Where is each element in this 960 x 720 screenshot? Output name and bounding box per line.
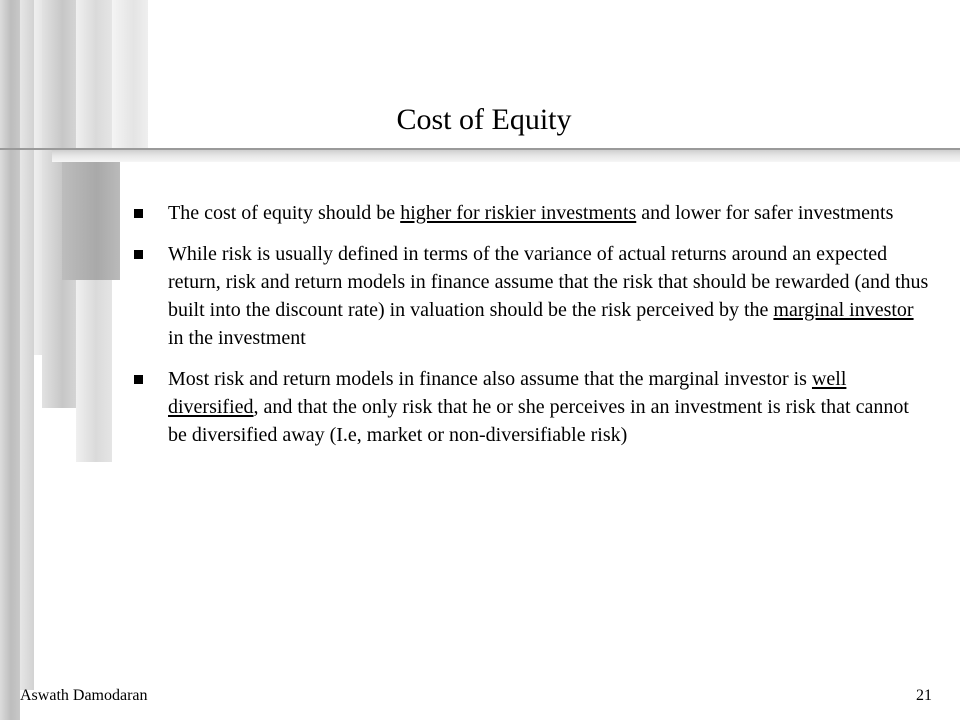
square-bullet-icon bbox=[134, 250, 143, 259]
bullet-text bbox=[168, 368, 909, 446]
bullet-list bbox=[130, 199, 930, 462]
slide-title: Cost of Equity bbox=[396, 103, 572, 136]
bullet-text-part: Most risk and return models in finance also assume that the marginal investor is bbox=[168, 368, 812, 390]
bullet-text-part: While risk is usually defined in terms of the variance of actual returns around an expected return, risk and return models in finance assume that the risk that should be rewarded (and thus built into the discount rate) in valuation should be the risk perceived by the bbox=[168, 243, 929, 321]
bullet-text-part: and lower for safer investments bbox=[636, 202, 894, 224]
bullet-item bbox=[130, 240, 930, 352]
bullet-item bbox=[130, 199, 930, 227]
bullet-text bbox=[168, 202, 893, 224]
bullet-text-part: , and that the only risk that he or she perceives in an investment is risk that cannot be diversified away (I.e, market or non-diversifiable risk) bbox=[168, 396, 909, 446]
bullet-text-part: in the investment bbox=[168, 327, 306, 349]
underlined-phrase: higher for riskier investments bbox=[400, 202, 637, 224]
underlined-phrase: marginal investor bbox=[773, 299, 914, 321]
bullet-text-part: The cost of equity should be bbox=[168, 202, 401, 224]
square-bullet-icon bbox=[134, 375, 143, 384]
title-divider-band bbox=[52, 150, 960, 162]
footer-author: Aswath Damodaran bbox=[20, 687, 148, 704]
page-number: 21 bbox=[916, 687, 932, 704]
bullet-text bbox=[168, 243, 928, 349]
decor-bar bbox=[62, 150, 120, 280]
underlined-phrase: well diversified bbox=[168, 368, 847, 418]
square-bullet-icon bbox=[134, 209, 143, 218]
bullet-item bbox=[130, 365, 930, 449]
